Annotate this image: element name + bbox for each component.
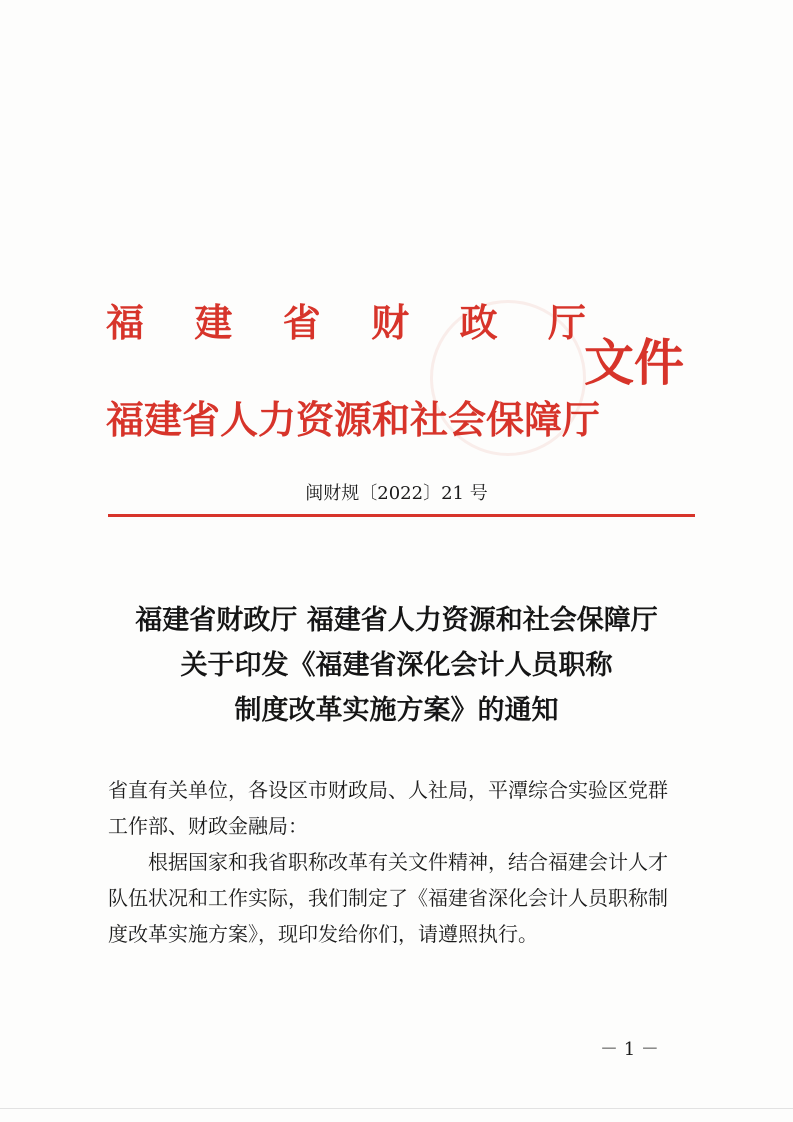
- title-line-1: 福建省财政厅 福建省人力资源和社会保障厅: [135, 605, 658, 636]
- page-number: － 1 －: [600, 1039, 659, 1060]
- salutation-line-2: 工作部、财政金融局：: [108, 814, 308, 838]
- document-title: [0, 598, 793, 733]
- red-divider-line: [108, 514, 695, 517]
- salutation-line-1: 省直有关单位，各设区市财政局、人社局，平潭综合实验区党群: [108, 778, 668, 802]
- issuer-finance-department: [106, 298, 586, 348]
- issuer-hr-department: 福建省人力资源和社会保障厅: [106, 398, 601, 442]
- body-paragraph-line-1: 根据国家和我省职称改革有关文件精神，结合福建会计人才: [148, 850, 668, 874]
- document-number: 闽财规〔2022〕21 号: [305, 483, 488, 504]
- issuer-1-char: 福: [106, 301, 145, 345]
- document-marker-wenjian: 文件: [584, 334, 684, 392]
- body-paragraph-line-3: 度改革实施方案》，现印发给你们，请遵照执行。: [108, 922, 538, 946]
- scan-edge-line: [0, 1108, 793, 1109]
- issuer-1-char: 建: [194, 301, 233, 345]
- body-paragraph-line-2: 队伍状况和工作实际，我们制定了《福建省深化会计人员职称制: [108, 886, 668, 910]
- issuer-1-char: 政: [459, 301, 498, 345]
- title-line-3: 制度改革实施方案》的通知: [234, 695, 559, 726]
- document-body: [108, 772, 698, 952]
- issuer-1-char: 厅: [547, 301, 586, 345]
- title-line-2: 关于印发《福建省深化会计人员职称: [180, 650, 613, 681]
- issuer-1-char: 财: [371, 301, 410, 345]
- issuer-1-char: 省: [282, 301, 321, 345]
